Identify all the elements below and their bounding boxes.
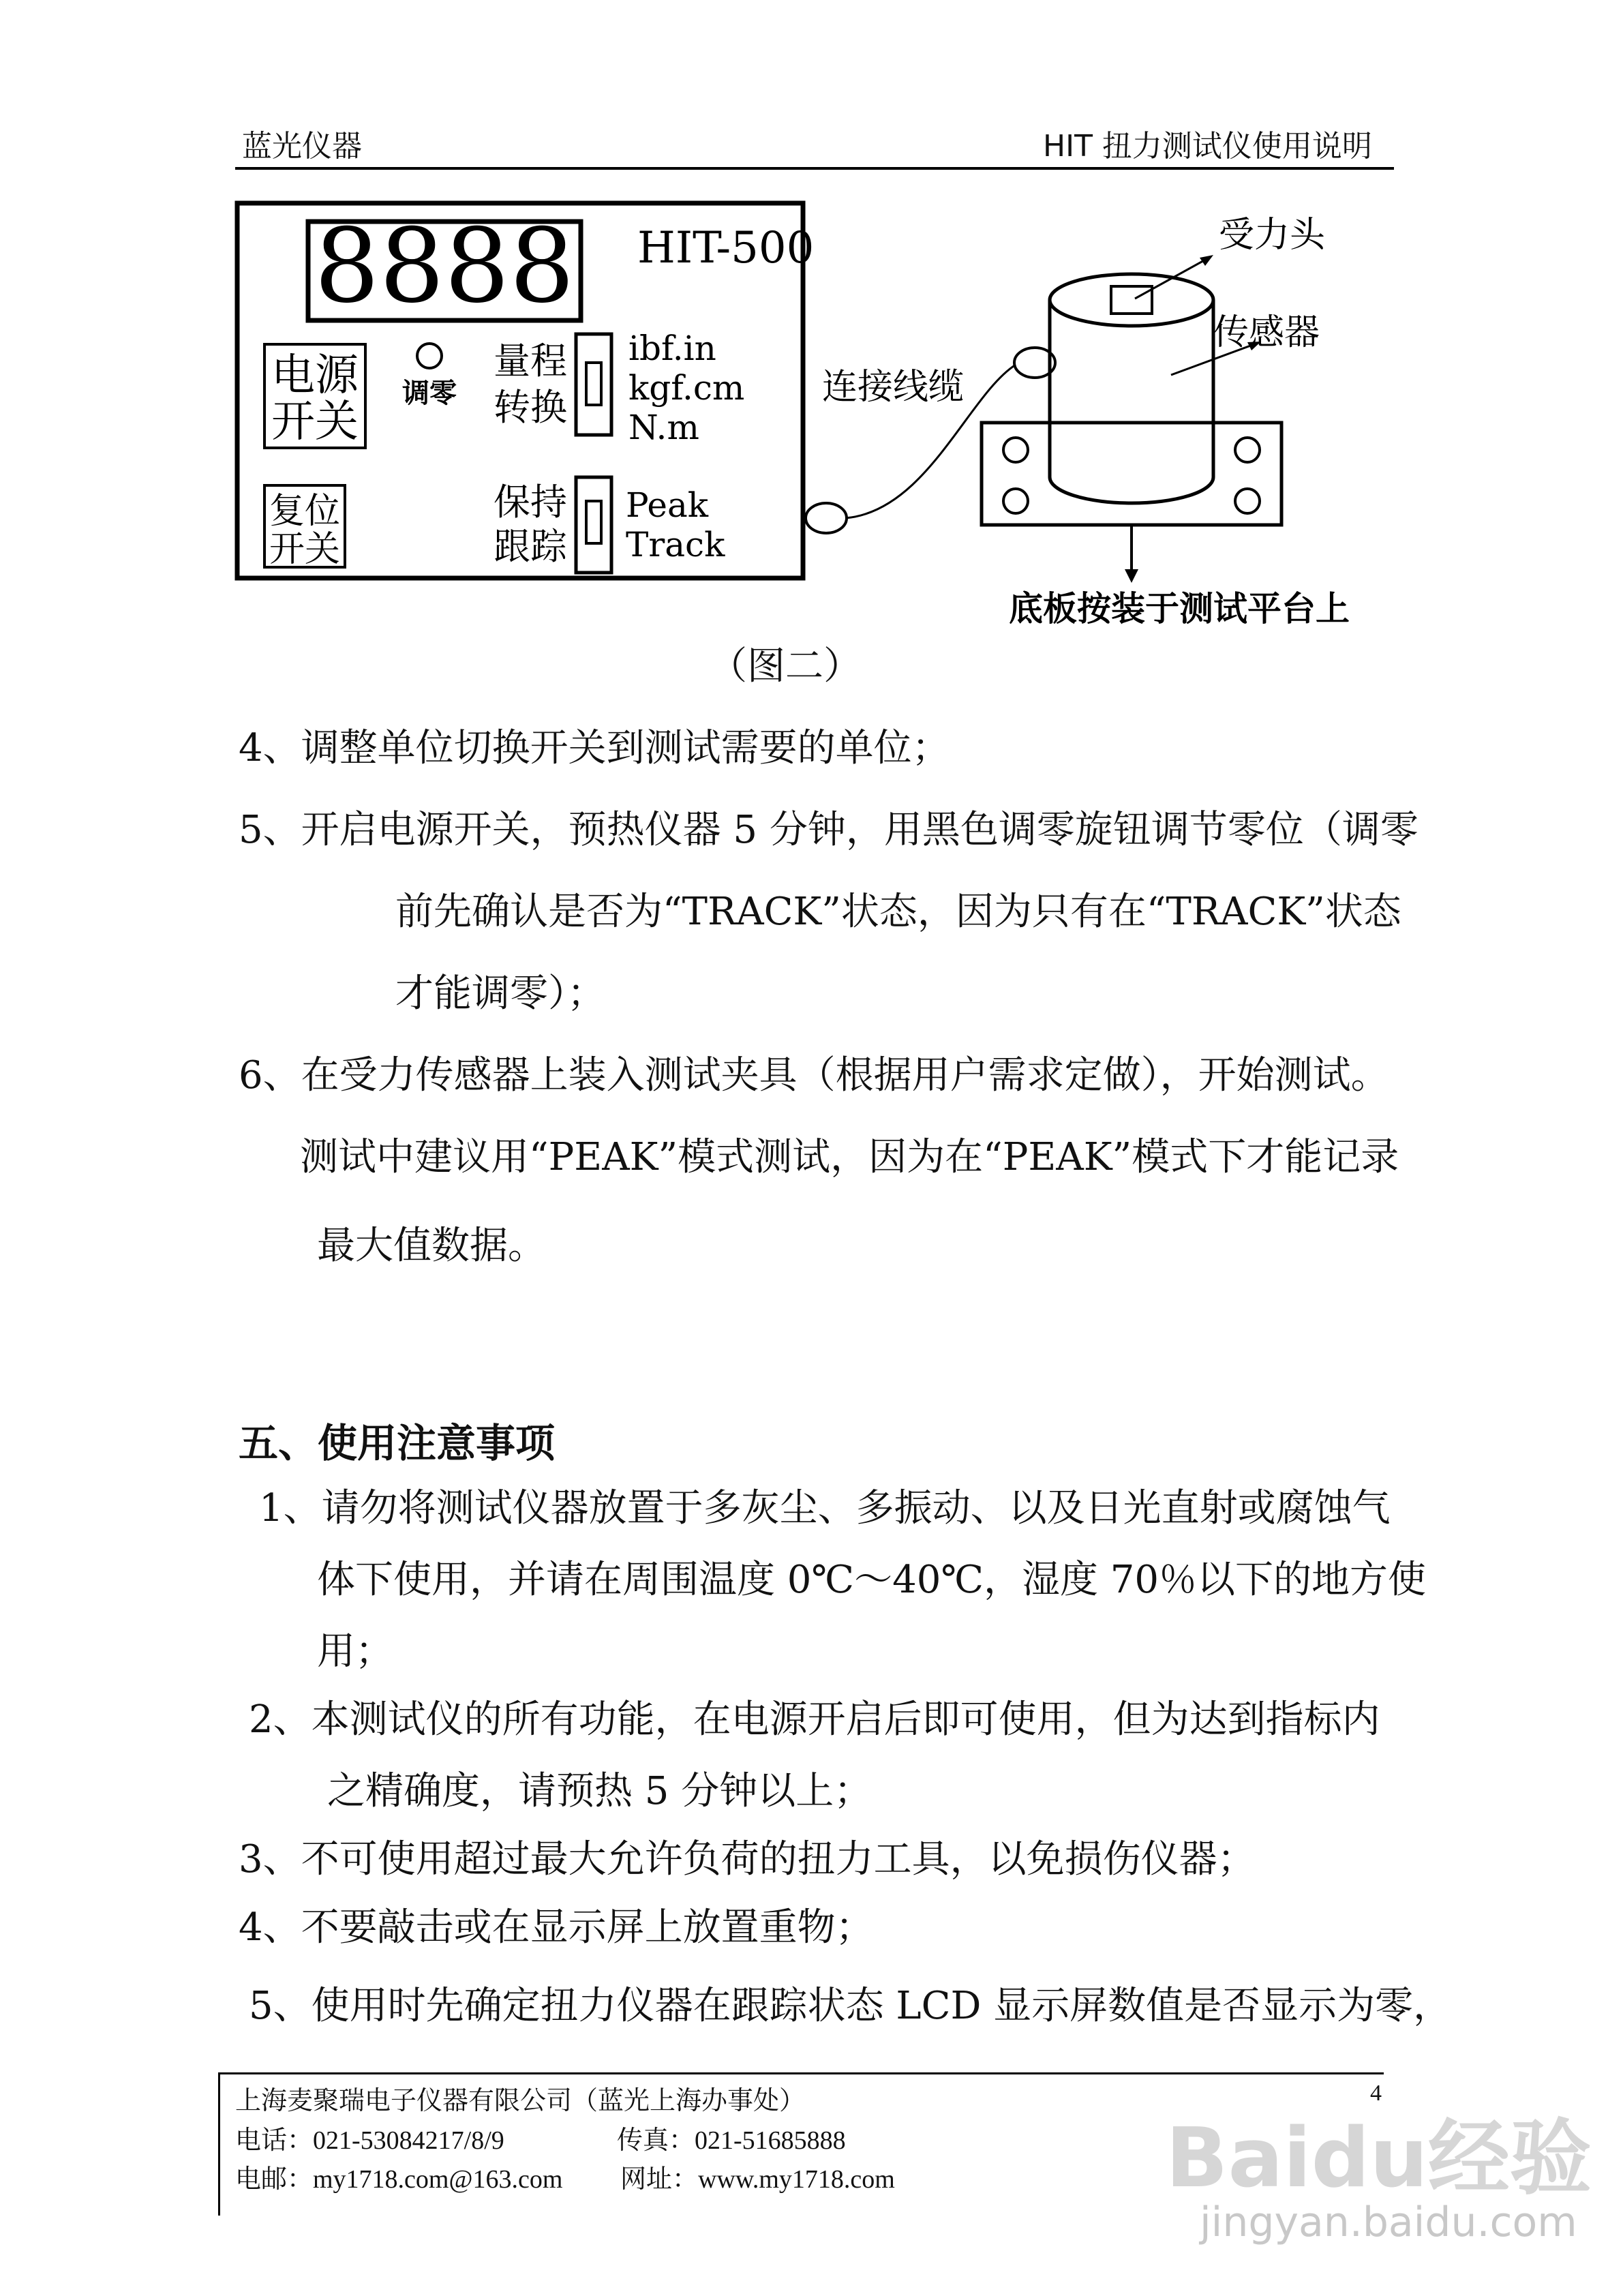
power-switch-label-2: 开关 (271, 397, 359, 447)
range-label-2: 转换 (494, 386, 567, 429)
header-rule (235, 167, 1394, 170)
footer-fax: 传真：021-51685888 (617, 2126, 846, 2155)
step-4: 4、调整单位切换开关到测试需要的单位； (239, 726, 950, 770)
page-number: 4 (1370, 2081, 1382, 2106)
watermark-url: jingyan.baidu.com (1200, 2199, 1577, 2246)
zero-knob (417, 344, 442, 368)
step-6-cont-2: 最大值数据。 (317, 1224, 546, 1268)
force-head (1111, 286, 1152, 314)
footer-company: 上海麦聚瑞电子仪器有限公司（蓝光上海办事处） (235, 2087, 806, 2115)
unit-2: kgf.cm (628, 368, 745, 408)
sensor-body (1050, 300, 1213, 503)
hold-label-2: 跟踪 (494, 525, 567, 568)
note-5: 5、使用时先确定扭力仪器在跟踪状态 LCD 显示屏数值是否显示为零， (249, 1984, 1452, 2028)
header-left: 蓝光仪器 (242, 129, 362, 164)
step-6: 6、在受力传感器上装入测试夹具（根据用户需求定做），开始测试。 (239, 1053, 1389, 1098)
cable-label: 连接线缆 (822, 367, 965, 408)
unit-1: ibf.in (628, 329, 716, 368)
sensor-label: 传感器 (1213, 312, 1320, 353)
step-5-cont-1: 前先确认是否为“TRACK”状态，因为只有在“TRACK”状态 (395, 890, 1401, 934)
lcd-digits: 8888 (314, 207, 575, 326)
hold-label-1: 保持 (494, 481, 567, 524)
zero-label: 调零 (402, 377, 457, 409)
step-6-cont-1: 测试中建议用“PEAK”模式测试，因为在“PEAK”模式下才能记录 (300, 1135, 1399, 1179)
footer-email: 电邮：my1718.com@163.com (235, 2165, 563, 2194)
note-1-cont-2: 用； (317, 1629, 393, 1674)
header-right: HIT 扭力测试仪使用说明 (1043, 129, 1372, 164)
note-1-cont-1: 体下使用，并请在周围温度 0℃～40℃，湿度 70％以下的地方使 (317, 1558, 1427, 1602)
step-5-cont-2: 才能调零）； (395, 971, 605, 1016)
footer-website: 网址：www.my1718.com (620, 2165, 895, 2194)
note-1: 1、请勿将测试仪器放置于多灰尘、多振动、以及日光直射或腐蚀气 (259, 1486, 1391, 1530)
watermark-brand: Baidu经验 (1166, 2111, 1592, 2206)
figure-diagram (232, 191, 1356, 654)
note-4: 4、不要敲击或在显示屏上放置重物； (239, 1905, 874, 1950)
range-label-1: 量程 (494, 339, 567, 382)
note-2: 2、本测试仪的所有功能，在电源开启后即可使用，但为达到指标内 (249, 1697, 1380, 1742)
footer-rule (218, 2072, 1384, 2074)
reset-label-2: 开关 (269, 529, 341, 570)
footer-phone: 电话：021-53084217/8/9 (235, 2126, 504, 2155)
force-head-label: 受力头 (1219, 215, 1326, 256)
step-5: 5、开启电源开关，预热仪器 5 分钟，用黑色调零旋钮调节零位（调零 (239, 808, 1419, 852)
footer-left-rule (218, 2072, 220, 2216)
figure-caption: （图二） (709, 644, 862, 689)
note-3: 3、不可使用超过最大允许负荷的扭力工具，以免损伤仪器； (239, 1837, 1256, 1882)
base-plate (982, 423, 1281, 525)
model-label: HIT-500 (637, 223, 815, 273)
section-title: 五、使用注意事项 (239, 1420, 556, 1466)
power-switch-label-1: 电源 (271, 350, 359, 401)
reset-label-1: 复位 (269, 491, 341, 532)
hold-switch (576, 477, 611, 573)
unit-3: N.m (628, 408, 699, 447)
base-label: 底板按装于测试平台上 (1009, 588, 1350, 629)
note-2-cont: 之精确度，请预热 5 分钟以上； (327, 1769, 873, 1813)
mode-1: Peak (626, 485, 709, 525)
range-switch (576, 334, 611, 435)
mode-2: Track (626, 525, 725, 564)
